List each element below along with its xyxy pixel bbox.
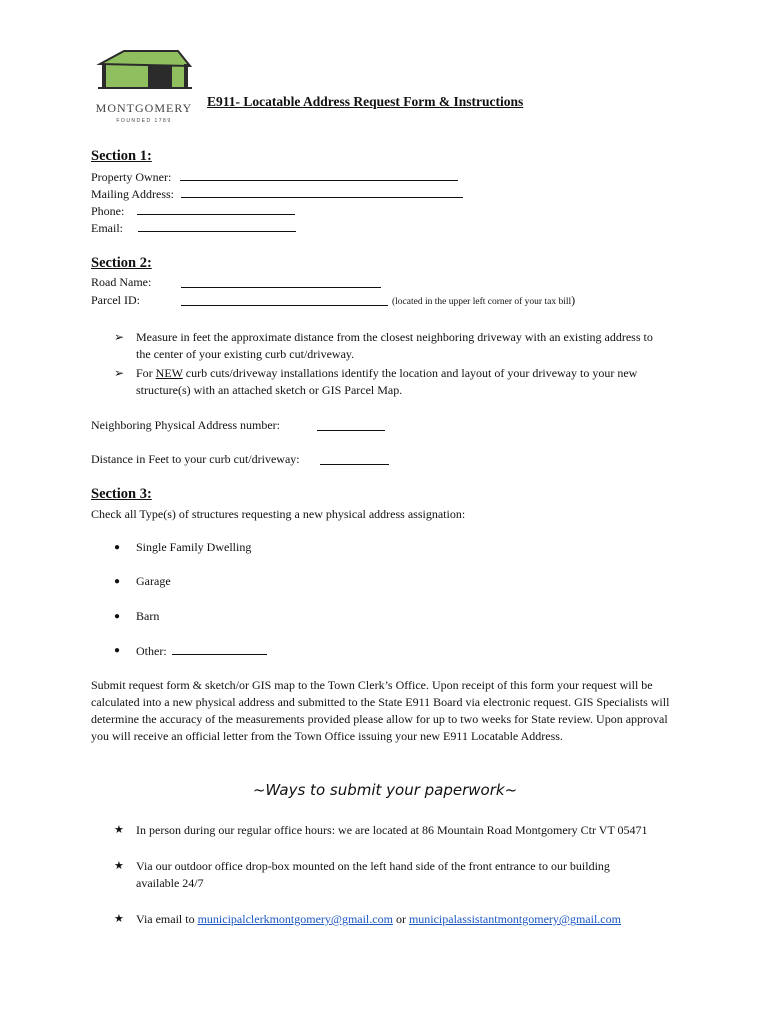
star-bullet-icon: ★ bbox=[114, 913, 124, 925]
clerk-email-link[interactable]: municipalclerkmontgomery@gmail.com bbox=[197, 912, 393, 926]
instruction-2-emphasis: NEW bbox=[155, 366, 183, 380]
bullet-dot-icon: ● bbox=[114, 645, 121, 656]
way-in-person: In person during our regular office hours: we are located at 86 Mountain Road Montgomery Ctr VT 05471 bbox=[136, 823, 648, 837]
bullet-dot-icon: ● bbox=[114, 542, 121, 553]
instruction-2-line1 bbox=[136, 366, 637, 381]
road-name-label: Road Name: bbox=[91, 275, 152, 289]
option-other[interactable]: Other: bbox=[136, 644, 167, 658]
covered-bridge-icon bbox=[88, 44, 200, 126]
other-field[interactable] bbox=[172, 643, 267, 655]
property-owner-row bbox=[91, 169, 458, 185]
instruction-2-prefix: For bbox=[136, 366, 156, 380]
montgomery-logo bbox=[88, 44, 200, 126]
star-bullet-icon: ★ bbox=[114, 860, 124, 872]
phone-label: Phone: bbox=[91, 204, 125, 218]
bullet-dot-icon: ● bbox=[114, 576, 121, 587]
submit-instructions: Submit request form & sketch/or GIS map to the Town Clerk’s Office. Upon receipt of this form your request will be calculated into a new physical address and submitted to the State E911 Board via electronic request. GIS Specialists will determine the accuracy of the measurements provided please allow for up to two weeks for State review. Upon approval you will receive an official letter from the Town Office issuing your new E911 Locatable Address. bbox=[91, 678, 670, 743]
instruction-2-line2: structure(s) with an attached sketch or GIS Parcel Map. bbox=[136, 383, 403, 397]
distance-field[interactable] bbox=[320, 453, 389, 465]
instruction-1-line2: the center of your existing curb cut/driveway. bbox=[136, 347, 355, 361]
mailing-address-label: Mailing Address: bbox=[91, 187, 174, 201]
bullet-dot-icon: ● bbox=[114, 611, 121, 622]
instruction-2-rest: curb cuts/driveway installations identify the location and layout of your driveway to your new bbox=[182, 366, 638, 380]
logo-text: MONTGOMERY bbox=[95, 101, 193, 115]
way-dropbox-line1: Via our outdoor office drop-box mounted on the left hand side of the front entrance to our building bbox=[136, 859, 610, 873]
parcel-id-field[interactable] bbox=[181, 294, 388, 306]
phone-field[interactable] bbox=[137, 203, 295, 215]
logo-subtext: FOUNDED 1789 bbox=[116, 118, 172, 124]
star-bullet-icon: ★ bbox=[114, 824, 124, 836]
way-email-mid: or bbox=[392, 912, 409, 926]
road-name-field[interactable] bbox=[181, 276, 381, 288]
option-single-family[interactable]: Single Family Dwelling bbox=[136, 540, 252, 554]
parcel-note-close: ) bbox=[571, 293, 576, 307]
neighbor-address-field[interactable] bbox=[317, 419, 385, 431]
parcel-note bbox=[392, 293, 575, 308]
mailing-address-field[interactable] bbox=[181, 186, 463, 198]
parcel-note-text: (located in the upper left corner of your tax bill bbox=[392, 297, 572, 307]
section2-heading: Section 2: bbox=[91, 255, 152, 271]
assistant-email-link[interactable]: municipalassistantmontgomery@gmail.com bbox=[408, 912, 621, 926]
way-email bbox=[136, 912, 621, 927]
distance-label: Distance in Feet to your curb cut/driveway: bbox=[91, 452, 300, 466]
arrow-bullet-icon: ➢ bbox=[114, 366, 125, 380]
email-row bbox=[91, 220, 296, 236]
email-field[interactable] bbox=[138, 220, 296, 232]
option-other-row bbox=[136, 643, 267, 659]
section3-intro: Check all Type(s) of structures requesting a new physical address assignation: bbox=[91, 507, 466, 521]
section1-heading: Section 1: bbox=[91, 148, 152, 164]
neighbor-address-label: Neighboring Physical Address number: bbox=[91, 418, 280, 432]
ways-heading: ~Ways to submit your paperwork~ bbox=[252, 781, 518, 799]
option-garage[interactable]: Garage bbox=[136, 574, 171, 588]
page-title: E911- Locatable Address Request Form & Instructions bbox=[207, 94, 524, 109]
way-dropbox-line2: available 24/7 bbox=[136, 876, 204, 890]
arrow-bullet-icon: ➢ bbox=[114, 330, 125, 344]
parcel-id-label: Parcel ID: bbox=[91, 293, 140, 307]
email-label: Email: bbox=[91, 221, 123, 235]
way-email-prefix: Via email to bbox=[136, 912, 198, 926]
option-barn[interactable]: Barn bbox=[136, 609, 160, 623]
section3-heading: Section 3: bbox=[91, 486, 152, 502]
mailing-address-row bbox=[91, 186, 463, 202]
instruction-1-line1: Measure in feet the approximate distance from the closest neighboring driveway with an existing address to bbox=[136, 330, 653, 344]
property-owner-label: Property Owner: bbox=[91, 170, 172, 184]
property-owner-field[interactable] bbox=[180, 169, 458, 181]
phone-row bbox=[91, 203, 295, 219]
